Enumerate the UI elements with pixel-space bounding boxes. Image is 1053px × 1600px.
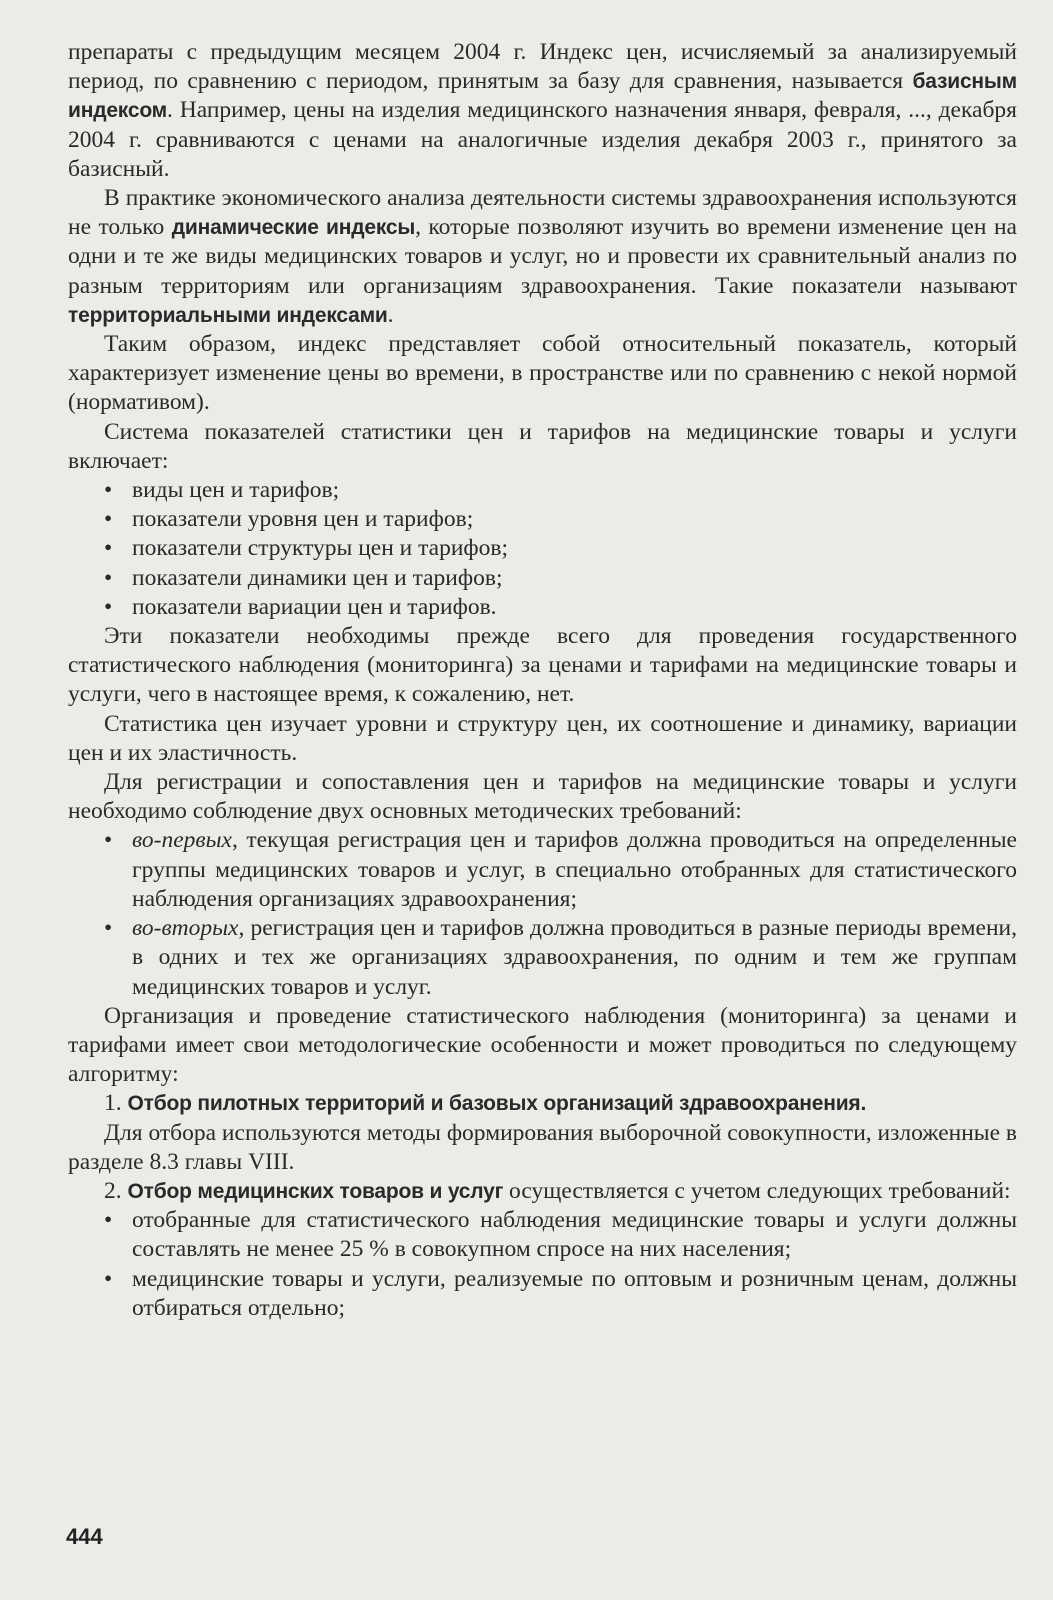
- term-dynamic-indices: динамические индексы: [171, 216, 416, 240]
- paragraph: Статистика цен изучает уровни и структуру цен, их соотношение и динамику, вариации цен и их эластичность.: [68, 710, 1017, 766]
- page-number: 444: [66, 1524, 103, 1549]
- paragraph: Таким образом, индекс представляет собой относительный показатель, который характеризует изменение цены во времени, в пространстве или по сравнению с некой нормой (нормативом).: [68, 331, 1017, 416]
- list-item: • показатели вариации цен и тарифов.: [68, 593, 1017, 622]
- requirements-list: [68, 826, 1017, 1001]
- bullet-icon: •: [104, 564, 113, 591]
- term-basis-index: базисным индексом: [68, 70, 1017, 123]
- bullet-icon: •: [104, 827, 113, 854]
- paragraph: Эти показатели необходимы прежде всего для проведения государственного статистического наблюдения (мониторинга) за ценами и тарифами на медицинские товары и услуги, чего в настоящее время, к сожалению, нет.: [68, 623, 1017, 708]
- step-heading: 1. Отбор пилотных территорий и базовых организаций здравоохранения.: [104, 1090, 867, 1117]
- bullet-icon: •: [104, 506, 113, 533]
- bullet-icon: •: [104, 1265, 113, 1292]
- paragraph: препараты с предыдущим месяцем 2004 г. Индекс цен, исчисляемый за анализируемый период, по сравнению с периодом, принятым за базу для сравнения, называется базисным индексом. Например, цены на изделия медицинского назначения января, февраля, ..., декабря 2004 г. сравниваются с ценами на аналогичные изделия декабря 2003 г., принятого за базисный.: [68, 39, 1017, 182]
- bullet-icon: •: [104, 593, 113, 620]
- bullet-icon: •: [104, 1207, 113, 1234]
- paragraph: В практике экономического анализа деятельности системы здравоохранения используются не только динамические индексы, которые позволяют изучить во времени изменение цен на одни и те же виды медицинских товаров и услуг, но и провести их сравнительный анализ по разным территориям или организациям здравоохранения. Такие показатели называют территориальными индексами.: [68, 185, 1017, 328]
- list-item: • показатели уровня цен и тарифов;: [68, 505, 1017, 534]
- bullet-icon: •: [104, 915, 113, 942]
- bullet-icon: •: [104, 477, 113, 504]
- body-text: [68, 38, 1017, 1323]
- list-item: • показатели структуры цен и тарифов;: [68, 534, 1017, 563]
- list-item: • во-первых, текущая регистрация цен и тарифов должна проводиться на определенные группы медицинских товаров и услуг, в специально отобранных для статистического наблюдения организациях здравоохранения;: [104, 827, 1017, 912]
- list-item: • виды цен и тарифов;: [68, 476, 1017, 505]
- bullet-icon: •: [104, 535, 113, 562]
- paragraph: Для регистрации и сопоставления цен и тарифов на медицинские товары и услуги необходимо соблюдение двух основных методических требований:: [68, 769, 1017, 825]
- paragraph: Система показателей статистики цен и тарифов на медицинские товары и услуги включает:: [68, 418, 1017, 474]
- term-territorial-indices: территориальными индексами: [68, 303, 388, 327]
- paragraph: Для отбора используются методы формирования выборочной совокупности, изложенные в разделе 8.3 главы VIII.: [68, 1119, 1017, 1175]
- step-heading: 2. Отбор медицинских товаров и услуг осуществляется с учетом следующих требований:: [104, 1177, 1011, 1204]
- selection-list: [68, 1206, 1017, 1323]
- list-item: • отобранные для статистического наблюдения медицинские товары и услуги должны составлять не менее 25 % в совокупном спросе на них населения;: [104, 1207, 1017, 1263]
- paragraph: Организация и проведение статистического наблюдения (мониторинга) за ценами и тарифами имеет свои методологические особенности и может проводиться по следующему алгоритму:: [68, 1002, 1017, 1088]
- list-item: • показатели динамики цен и тарифов;: [68, 564, 1017, 593]
- indicator-list: [68, 476, 1017, 622]
- list-item: • медицинские товары и услуги, реализуемые по оптовым и розничным ценам, должны отбираться отдельно;: [104, 1265, 1017, 1321]
- list-item: • во-вторых, регистрация цен и тарифов должна проводиться в разные периоды времени, в одних и тех же организациях здравоохранения, по одним и тем же группам медицинских товаров и услуг.: [104, 915, 1017, 1000]
